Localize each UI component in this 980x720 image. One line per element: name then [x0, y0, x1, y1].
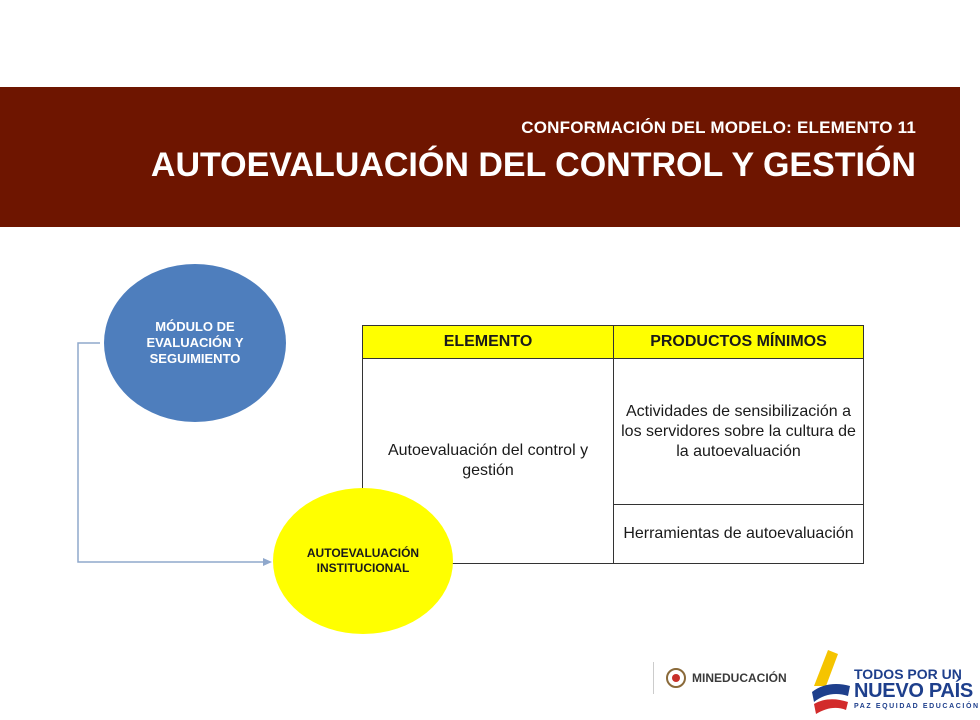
- mineducacion-label: MINEDUCACIÓN: [692, 671, 787, 685]
- auto-circle-label: AUTOEVALUACIÓN INSTITUCIONAL: [306, 546, 420, 575]
- flag-swoosh-icon: [808, 646, 854, 716]
- product-cell: Actividades de sensibilización a los servidores sobre la cultura de la autoevaluación: [614, 359, 864, 505]
- table-header-row: [363, 326, 864, 359]
- todos-por-un-nuevo-pais-logo: [808, 646, 980, 716]
- product-cell: Herramientas de autoevaluación: [614, 505, 864, 564]
- mineducacion-logo: [653, 662, 797, 694]
- slide-title: AUTOEVALUACIÓN DEL CONTROL Y GESTIÓN: [150, 146, 916, 184]
- table-row: [363, 359, 864, 505]
- todos-line3: PAZ EQUIDAD EDUCACIÓN: [854, 703, 980, 710]
- slide-subtitle: CONFORMACIÓN DEL MODELO: ELEMENTO 11: [521, 118, 916, 137]
- todos-line1: TODOS POR UN: [854, 666, 962, 682]
- colombia-seal-icon: [666, 668, 686, 688]
- autoevaluation-circle: [273, 488, 453, 634]
- todos-line2: NUEVO PAÍS: [854, 680, 973, 702]
- header-element: ELEMENTO: [363, 326, 614, 359]
- module-circle-label: MÓDULO DE EVALUACIÓN Y SEGUIMIENTO: [146, 319, 244, 366]
- arrowhead: [263, 558, 272, 566]
- element-cell: Autoevaluación del control y gestión: [363, 359, 614, 564]
- module-evaluation-circle: [104, 264, 286, 422]
- header-products: PRODUCTOS MÍNIMOS: [614, 326, 864, 359]
